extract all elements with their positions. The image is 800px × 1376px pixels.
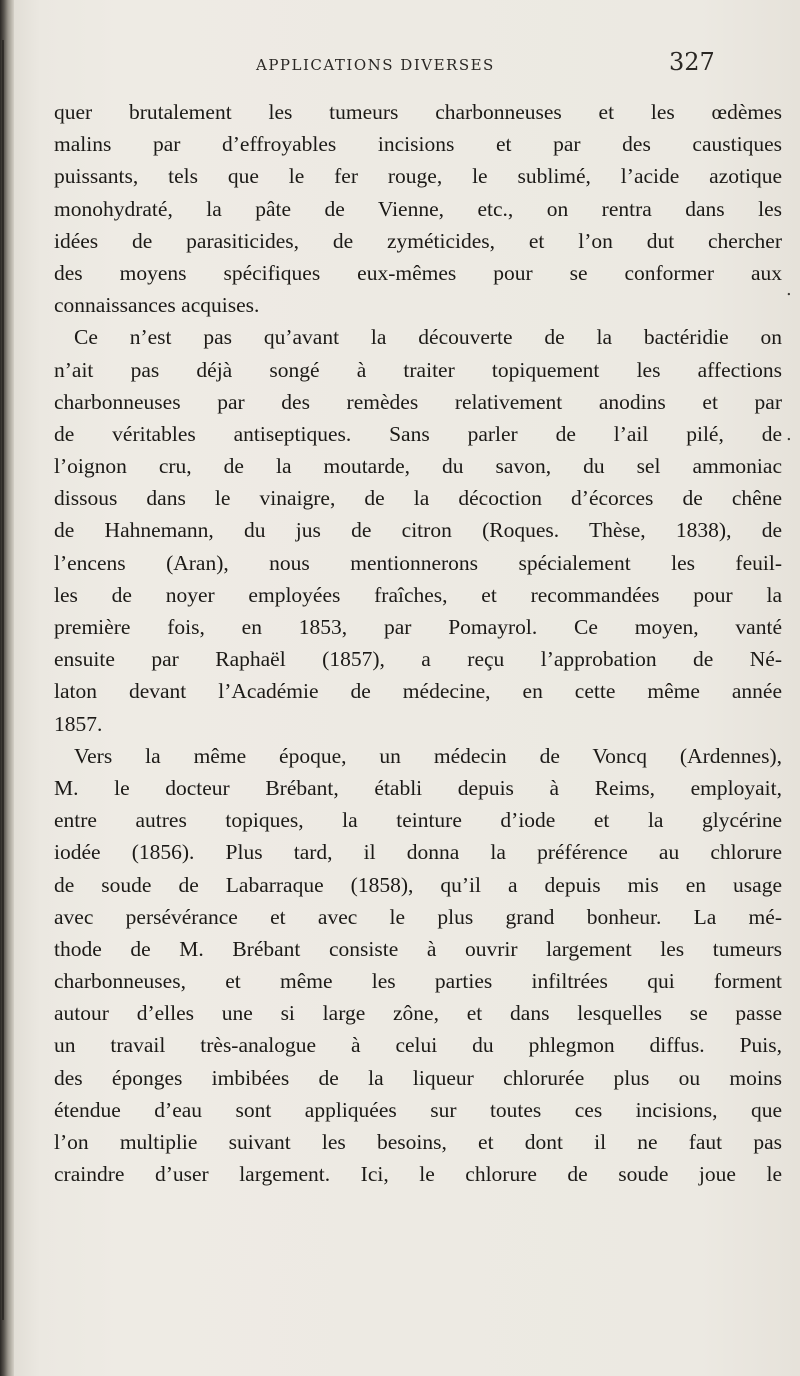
paragraph-first-line: Ce n’est pas qu’avant la découverte de la bactéridie on — [74, 325, 782, 350]
text-line: 1857. — [54, 711, 103, 736]
text-line: charbonneuses, et même les parties infiltrées qui forment — [54, 969, 782, 994]
text-line: charbonneuses par des remèdes relativement anodins et par — [54, 389, 782, 414]
text-line: entre autres topiques, la teinture d’iode et la glycérine — [54, 808, 782, 833]
text-line: l’oignon cru, de la moutarde, du savon, du sel ammoniac — [54, 454, 782, 479]
text-line: l’encens (Aran), nous mentionnerons spécialement les feuil- — [54, 550, 782, 575]
text-line: puissants, tels que le fer rouge, le sublimé, l’acide azotique — [54, 164, 782, 189]
text-line: M. le docteur Brébant, établi depuis à Reims, employait, — [54, 775, 782, 800]
text-line: les de noyer employées fraîches, et recommandées pour la — [54, 582, 782, 607]
text-line: thode de M. Brébant consiste à ouvrir largement les tumeurs — [54, 936, 782, 961]
text-line: idées de parasiticides, de zyméticides, et l’on dut chercher — [54, 228, 782, 253]
text-line: l’on multiplie suivant les besoins, et dont il ne faut pas — [54, 1130, 782, 1154]
text-line: malins par d’effroyables incisions et par des caustiques — [54, 132, 782, 157]
text-line: avec persévérance et avec le plus grand bonheur. La mé- — [54, 904, 782, 929]
text-line: autour d’elles une si large zône, et dans lesquelles se passe — [54, 1001, 782, 1026]
text-line: de véritables antiseptiques. Sans parler de l’ail pilé, de — [54, 421, 782, 446]
book-binding-edge — [0, 0, 14, 1376]
text-line: craindre d’user largement. Ici, le chlorure de soude joue le — [54, 1162, 782, 1187]
text-line: iodée (1856). Plus tard, il donna la préférence au chlorure — [54, 840, 782, 865]
running-header-title: APPLICATIONS DIVERSES — [256, 56, 495, 74]
paragraph-first-line: Vers la même époque, un médecin de Voncq (Ardennes), — [74, 743, 782, 768]
margin-mark: . — [786, 424, 792, 445]
text-line: dissous dans le vinaigre, de la décoction d’écorces de chêne — [54, 486, 782, 511]
text-line: connaissances acquises. — [54, 293, 260, 318]
text-line: des éponges imbibées de la liqueur chlorurée plus ou moins — [54, 1065, 782, 1090]
page-number: 327 — [669, 48, 715, 76]
text-line: de Hahnemann, du jus de citron (Roques. Thèse, 1838), de — [54, 518, 782, 543]
text-line: des moyens spécifiques eux-mêmes pour se conformer aux — [54, 260, 782, 285]
body-text — [54, 96, 782, 1190]
margin-mark: . — [786, 279, 792, 300]
text-line: n’ait pas déjà songé à traiter topiquement les affections — [54, 357, 782, 382]
text-line: quer brutalement les tumeurs charbonneuses et les œdèmes — [54, 100, 782, 124]
text-line: ensuite par Raphaël (1857), a reçu l’approbation de Né- — [54, 647, 782, 672]
text-line: première fois, en 1853, par Pomayrol. Ce moyen, vanté — [54, 615, 782, 639]
text-line: laton devant l’Académie de médecine, en cette même année — [54, 679, 782, 704]
text-line: un travail très-analogue à celui du phlegmon diffus. Puis, — [54, 1033, 782, 1058]
text-line: monohydraté, la pâte de Vienne, etc., on rentra dans les — [54, 196, 782, 221]
text-line: de soude de Labarraque (1858), qu’il a depuis mis en usage — [54, 872, 782, 897]
text-line: étendue d’eau sont appliquées sur toutes ces incisions, que — [54, 1097, 782, 1122]
